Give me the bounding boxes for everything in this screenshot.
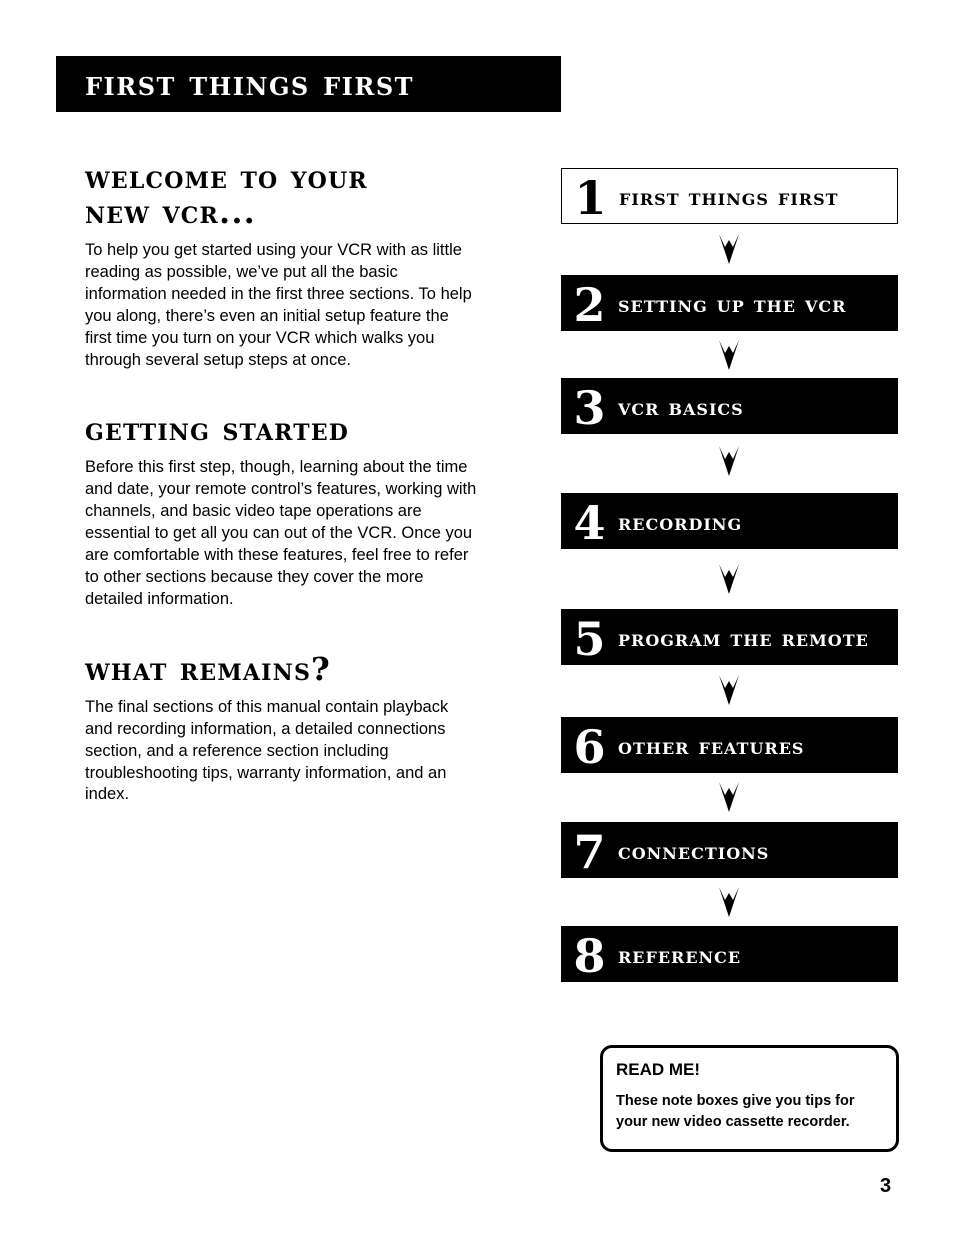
step-number: 1: [574, 171, 607, 225]
flow-step-1: [561, 168, 898, 224]
down-arrow-icon: [718, 562, 740, 596]
down-arrow-icon: [718, 338, 740, 372]
step-label: other features: [618, 732, 805, 760]
section-getting-started: [85, 412, 485, 610]
flow-step-7: [561, 822, 898, 878]
step-number: 4: [573, 496, 606, 550]
step-number: 7: [573, 825, 606, 879]
section-body: The final sections of this manual contain playback and recording information, a detailed connections section, and a reference section including troubleshooting tips, warranty information, and an index.: [85, 697, 449, 804]
flow-step-5: [561, 609, 898, 665]
chapter-banner: [56, 56, 561, 112]
down-arrow-icon: [718, 673, 740, 707]
step-number: 8: [573, 929, 606, 983]
flow-step-4: [561, 493, 898, 549]
step-number: 6: [573, 720, 606, 774]
read-me-note-box: [600, 1045, 899, 1152]
step-label: program the remote: [618, 624, 869, 652]
section-welcome: [85, 160, 485, 371]
flow-step-2: [561, 275, 898, 331]
down-arrow-icon: [718, 885, 740, 919]
section-heading: welcome to your new vcr...: [85, 158, 368, 231]
step-label: vcr basics: [618, 393, 744, 421]
section-body: To help you get started using your VCR with as little reading as possible, we’ve put all the basic information needed in the first three sections. To help you along, there’s even an initial setup feature the first time you turn on your VCR which walks you through several setup steps at once.: [85, 241, 472, 369]
intro-column: [85, 160, 485, 806]
step-number: 3: [573, 381, 606, 435]
down-arrow-icon: [718, 232, 740, 266]
note-title: READ ME!: [616, 1060, 701, 1079]
note-body: These note boxes give you tips for your new video cassette recorder.: [616, 1093, 855, 1130]
step-label: reference: [618, 941, 742, 969]
section-what-remains: [85, 649, 485, 807]
step-number: 5: [573, 612, 606, 666]
step-label: first things first: [619, 183, 839, 211]
flow-step-6: [561, 717, 898, 773]
step-label: connections: [618, 837, 770, 865]
step-number: 2: [573, 278, 606, 332]
step-label: setting up the vcr: [618, 290, 847, 318]
section-heading: what remains?: [85, 649, 331, 688]
flow-step-8: [561, 926, 898, 982]
section-heading: getting started: [85, 410, 350, 449]
flow-step-3: [561, 378, 898, 434]
step-label: recording: [618, 508, 743, 536]
chapter-title: first things first: [85, 64, 415, 104]
page-number: 3: [880, 1175, 892, 1197]
section-body: Before this first step, though, learning about the time and date, your remote control’s features, working with channels, and basic video tape operations are essential to get all you can out of the VCR. Once you are comfortable with these features, feel free to refer to other sections because they cover the more detailed information.: [85, 458, 477, 608]
down-arrow-icon: [718, 444, 740, 478]
down-arrow-icon: [718, 780, 740, 814]
